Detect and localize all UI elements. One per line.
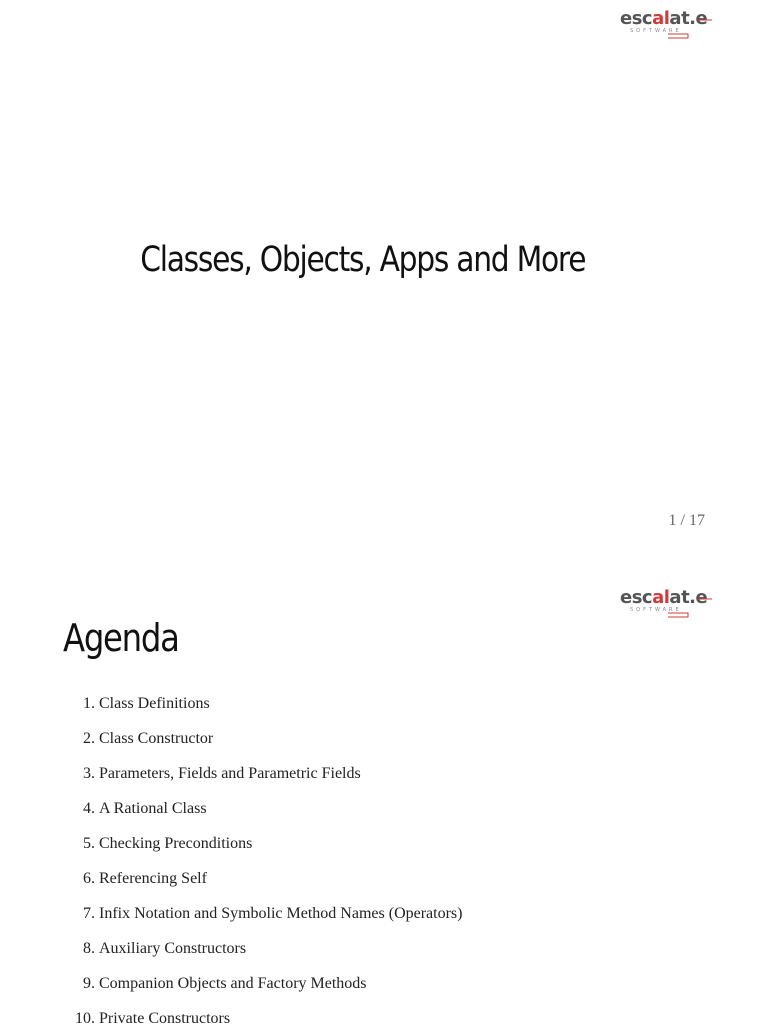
- page-number: 1 / 17: [668, 512, 705, 529]
- escalate-logo: escalat.e SOFTWARE: [620, 8, 712, 48]
- logo-circuit-lines-icon: [620, 8, 712, 48]
- list-item: 10. Private Constructors: [75, 1010, 231, 1024]
- list-item: 7. Infix Notation and Symbolic Method Names (Operators): [83, 905, 463, 922]
- list-item: 9. Companion Objects and Factory Methods: [83, 975, 367, 992]
- list-item: 5. Checking Preconditions: [83, 835, 253, 852]
- list-item: 2. Class Constructor: [83, 730, 214, 747]
- agenda-list: [63, 692, 462, 1024]
- slide-2: [0, 580, 768, 1024]
- escalate-logo: escalat.e SOFTWARE: [620, 587, 712, 627]
- list-item: 6. Referencing Self: [83, 870, 207, 887]
- agenda-heading: Agenda: [63, 616, 179, 660]
- logo-circuit-lines-icon: [620, 587, 712, 627]
- list-item: 3. Parameters, Fields and Parametric Fields: [83, 765, 361, 782]
- list-item: 8. Auxiliary Constructors: [83, 940, 247, 957]
- presentation-title: Classes, Objects, Apps and More: [140, 240, 586, 280]
- list-item: 1. Class Definitions: [83, 695, 210, 712]
- list-item: 4. A Rational Class: [83, 800, 207, 817]
